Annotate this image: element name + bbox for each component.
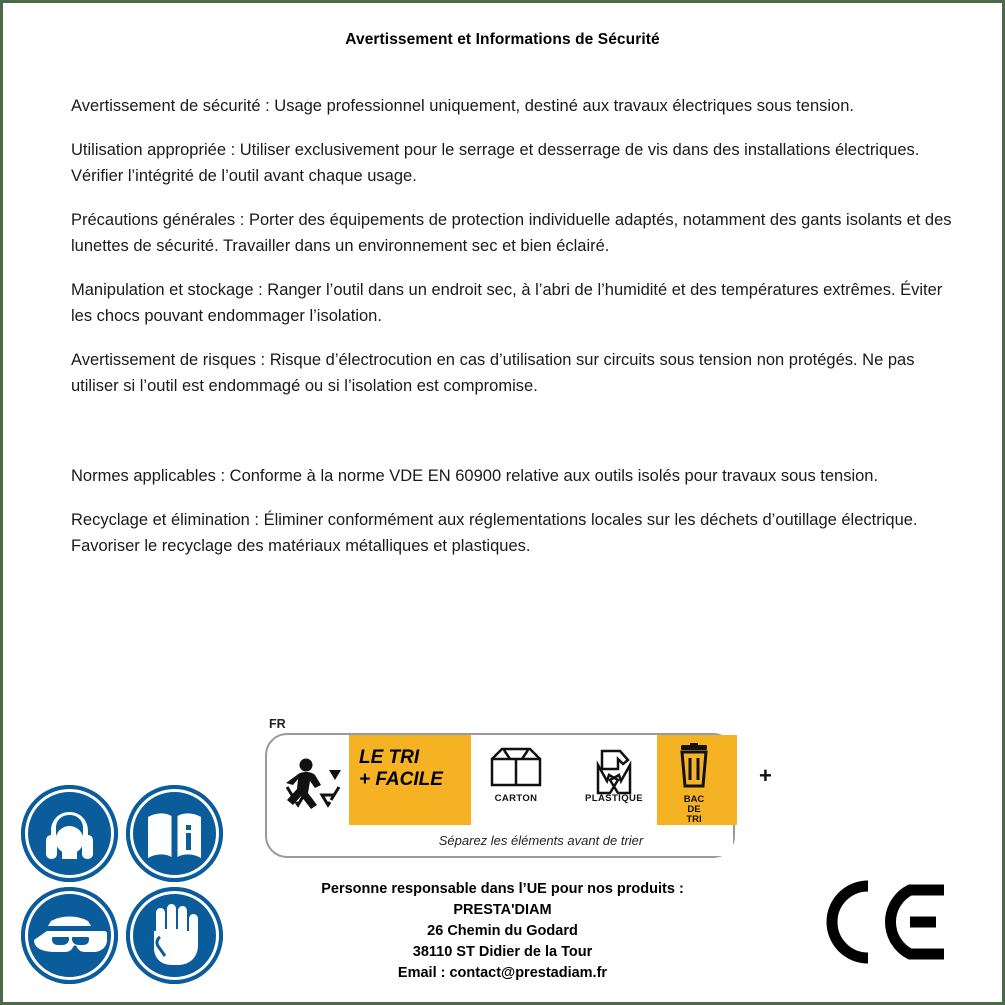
paragraph-intended-use: Utilisation appropriée : Utiliser exclusivement pour le serrage et desserrage de vis dans des installations électriques. Vérifier l’intégrité de l’outil avant chaque usage. xyxy=(71,141,920,185)
page-title: Avertissement et Informations de Sécurité xyxy=(345,31,660,48)
responsible-heading: Personne responsable dans l’UE pour nos produits : xyxy=(321,880,684,897)
ear-protection-icon xyxy=(21,785,118,882)
responsible-company: PRESTA'DIAM xyxy=(453,901,552,918)
triman-headline xyxy=(359,747,471,791)
bin-caption xyxy=(661,795,727,825)
triman-locale-label: FR xyxy=(269,717,286,731)
paragraph-standards: Normes applicables : Conforme à la norme VDE EN 60900 relative aux outils isolés pour travaux sous tension. xyxy=(71,466,879,485)
ce-marking-icon xyxy=(806,876,956,968)
bin-caption-line1: BAC xyxy=(683,794,705,805)
plastique-icon xyxy=(577,745,651,791)
triman-headline-line2: + FACILE xyxy=(359,768,443,790)
triman-recycling-banner xyxy=(265,717,772,858)
triman-box xyxy=(265,733,772,858)
carton-caption: CARTON xyxy=(494,793,538,804)
eye-protection-icon xyxy=(21,887,118,984)
plastique-caption: PLASTIQUE xyxy=(585,793,643,804)
safety-text-block xyxy=(71,49,954,559)
responsible-email: Email : contact@prestadiam.fr xyxy=(397,964,608,981)
paragraph-recycling: Recyclage et élimination : Éliminer conformément aux réglementations locales sur les déchets d’outillage électrique. Favoriser le recyclage des matériaux métalliques et plastiques. xyxy=(71,511,918,555)
plus-sign: + xyxy=(759,763,772,788)
pictogram-grid xyxy=(21,785,226,984)
triman-footer-note: Séparez les éléments avant de trier xyxy=(349,825,733,856)
triman-headline-line1: LE TRI xyxy=(359,747,420,768)
responsible-address-line2: 38110 ST Didier de la Tour xyxy=(412,943,593,960)
paragraph-general-precautions: Précautions générales : Porter des équipements de protection individuelle adaptés, notamment des gants isolants et des lunettes de sécurité. Travailler dans un environnement sec et bien éclairé. xyxy=(71,211,952,255)
paragraph-handling-storage: Manipulation et stockage : Ranger l’outil dans un endroit sec, à l’abri de l’humidité et des températures extrêmes. Éviter les chocs pouvant endommager l’isolation. xyxy=(71,281,943,325)
bin-caption-line3: TRI xyxy=(686,813,702,825)
paragraph-safety-warning: Avertissement de sécurité : Usage professionnel uniquement, destiné aux travaux électriques sous tension. xyxy=(71,96,854,115)
bin-caption-line2: DE xyxy=(687,803,701,815)
bac-de-tri-icon xyxy=(661,743,727,794)
material-carton xyxy=(479,745,553,804)
material-plastique xyxy=(577,745,651,804)
bin-group xyxy=(661,743,727,825)
triman-symbol-icon xyxy=(275,743,347,817)
read-manual-icon xyxy=(126,785,223,882)
eu-responsible-person-block xyxy=(218,879,787,984)
carton-icon xyxy=(479,745,553,791)
hand-protection-icon xyxy=(126,887,223,984)
footer-graphics xyxy=(3,682,1002,1002)
responsible-address-line1: 26 Chemin du Godard xyxy=(427,922,578,939)
paragraph-risk-warning: Avertissement de risques : Risque d’électrocution en cas d’utilisation sur circuits sous tension non protégés. Ne pas utiliser si l’outil est endommagé ou si l’isolation est compromise. xyxy=(71,351,915,395)
